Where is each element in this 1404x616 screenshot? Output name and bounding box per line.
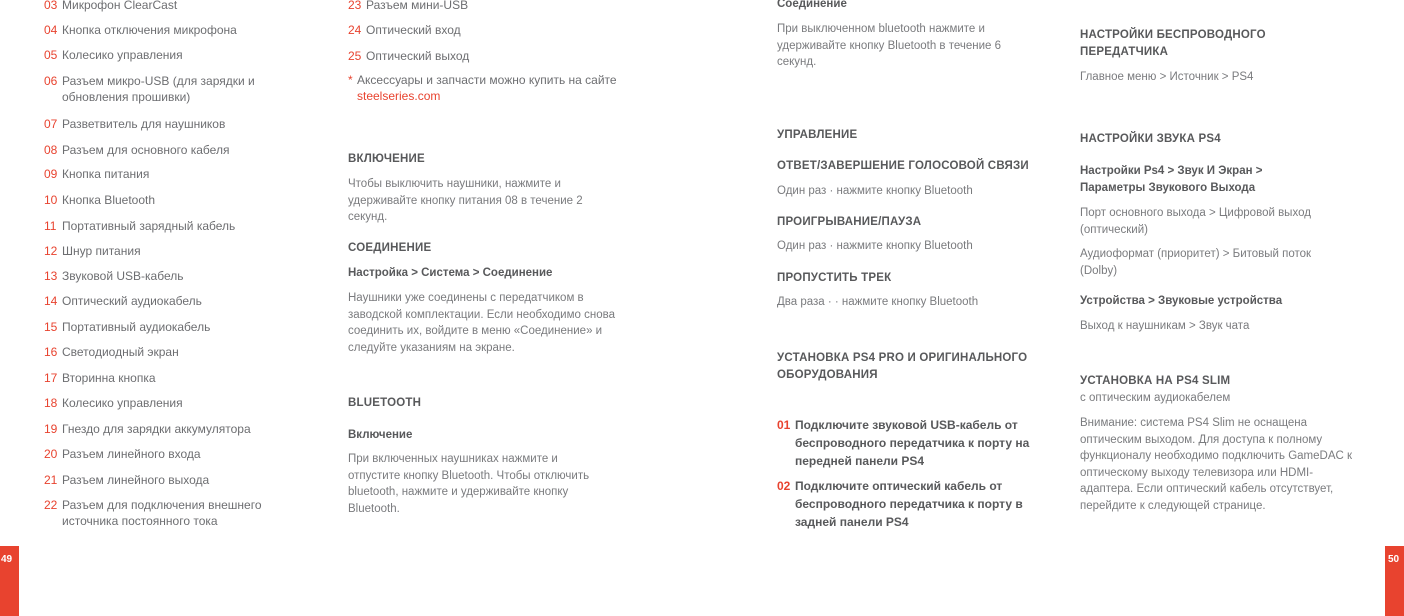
install-heading: УСТАНОВКА PS4 PRO И ОРИГИНАЛЬНОГО ОБОРУДОВАНИЯ xyxy=(777,352,1028,381)
slim-text: Внимание: система PS4 Slim не оснащена оптическим выходом. Для доступа к полному функционалу необходимо подключить GameDAC к оптическому выходу телевизора или HDMI-адаптера. Если оптический кабель отсутствует, перейдите к следующей странице. xyxy=(1080,417,1353,512)
list-item: 23 Разъем мини-USB xyxy=(348,0,469,12)
bt-connection-text: При выключенном bluetooth нажмите и удерживайте кнопку Bluetooth в течение 6 секунд. xyxy=(777,23,1002,68)
list-item: 06 Разъем микро-USB (для зарядки и обновления прошивки) xyxy=(44,74,255,104)
list-item: 04 Кнопка отключения микрофона xyxy=(44,23,237,37)
bt-connection-subheading: Соединение xyxy=(777,0,847,10)
slim-subheading: с оптическим аудиокабелем xyxy=(1080,392,1231,404)
website-link[interactable]: steelseries.com xyxy=(357,89,441,103)
list-item: 08 Разъем для основного кабеля xyxy=(44,143,230,157)
list-item: 22 Разъем для подключения внешнего источника постоянного тока xyxy=(44,498,262,528)
transmitter-heading: НАСТРОЙКИ БЕСПРОВОДНОГО ПЕРЕДАТЧИКА xyxy=(1080,29,1266,58)
sound-text-format: Аудиоформат (приоритет) > Битовый поток (Dolby) xyxy=(1080,248,1312,277)
devices-text: Выход к наушникам > Звук чата xyxy=(1080,320,1250,332)
list-item: 25 Оптический выход xyxy=(348,49,470,63)
list-item: 17 Вторинна кнопка xyxy=(44,371,156,385)
accessories-note: * Аксессуары и запчасти можно купить на сайте steelseries.com xyxy=(348,73,617,103)
power-text: Чтобы выключить наушники, нажмите и удерживайте кнопку питания 08 в течение 2 секунд. xyxy=(348,178,583,223)
step-item: 01 Подключите звуковой USB-кабель от беспроводного передатчика к порту на передней панели PS4 xyxy=(777,418,1030,468)
list-item: 18 Колесико управления xyxy=(44,396,183,410)
list-item: 10 Кнопка Bluetooth xyxy=(44,193,156,207)
connection-heading: СОЕДИНЕНИЕ xyxy=(348,242,432,254)
list-item: 05 Колесико управления xyxy=(44,48,183,62)
slim-heading: УСТАНОВКА НА PS4 SLIM xyxy=(1080,375,1231,387)
call-text: Один раз · нажмите кнопку Bluetooth xyxy=(777,185,973,197)
call-heading: ОТВЕТ/ЗАВЕРШЕНИЕ ГОЛОСОВОЙ СВЯЗИ xyxy=(777,160,1029,172)
list-item: 11 Портативный зарядный кабель xyxy=(44,219,236,233)
list-item: 16 Светодиодный экран xyxy=(44,345,179,359)
bluetooth-subheading: Включение xyxy=(348,429,413,441)
list-item: 03 Микрофон ClearCast xyxy=(44,0,178,12)
power-heading: ВКЛЮЧЕНИЕ xyxy=(348,153,425,165)
bluetooth-text: При включенных наушниках нажмите и отпустите кнопку Bluetooth. Чтобы отключить bluetooth, нажмите и удерживайте кнопку Bluetooth. xyxy=(348,453,590,515)
transmitter-text: Главное меню > Источник > PS4 xyxy=(1080,71,1254,83)
list-item: 13 Звуковой USB-кабель xyxy=(44,269,184,283)
connection-path: Настройка > Система > Соединение xyxy=(348,267,553,279)
sound-heading: НАСТРОЙКИ ЗВУКА PS4 xyxy=(1080,133,1221,145)
page-number-right: 50 xyxy=(1385,546,1404,616)
devices-path: Устройства > Звуковые устройства xyxy=(1080,295,1283,307)
step-item: 02 Подключите оптический кабель от беспроводного передатчика к порту в задней панели PS4 xyxy=(777,479,1023,529)
connection-text: Наушники уже соединены с передатчиком в заводской комплектации. Если необходимо снова соединить их, войдите в меню «Соединение» и следуйте указаниям на экране. xyxy=(348,292,615,354)
list-item: 15 Портативный аудиокабель xyxy=(44,320,211,334)
control-heading: УПРАВЛЕНИЕ xyxy=(777,129,858,141)
play-heading: ПРОИГРЫВАНИЕ/ПАУЗА xyxy=(777,216,922,228)
list-item: 21 Разъем линейного выхода xyxy=(44,473,210,487)
list-item: 12 Шнур питания xyxy=(44,244,141,258)
skip-text: Два раза · · нажмите кнопку Bluetooth xyxy=(777,296,979,308)
list-item: 19 Гнездо для зарядки аккумулятора xyxy=(44,422,251,436)
list-item: 14 Оптический аудиокабель xyxy=(44,294,202,308)
sound-path: Настройки Ps4 > Звук И Экран > Параметры Звукового Выхода xyxy=(1080,165,1263,194)
list-item: 20 Разъем линейного входа xyxy=(44,447,201,461)
play-text: Один раз · нажмите кнопку Bluetooth xyxy=(777,240,973,252)
sound-text-output: Порт основного выхода > Цифровой выход (оптический) xyxy=(1080,207,1311,236)
bluetooth-heading: BLUETOOTH xyxy=(348,397,422,409)
list-item: 09 Кнопка питания xyxy=(44,167,150,181)
list-item: 07 Разветвитель для наушников xyxy=(44,117,226,131)
skip-heading: ПРОПУСТИТЬ ТРЕК xyxy=(777,272,892,284)
list-item: 24 Оптический вход xyxy=(348,23,461,37)
page-number-left: 49 xyxy=(0,546,19,616)
